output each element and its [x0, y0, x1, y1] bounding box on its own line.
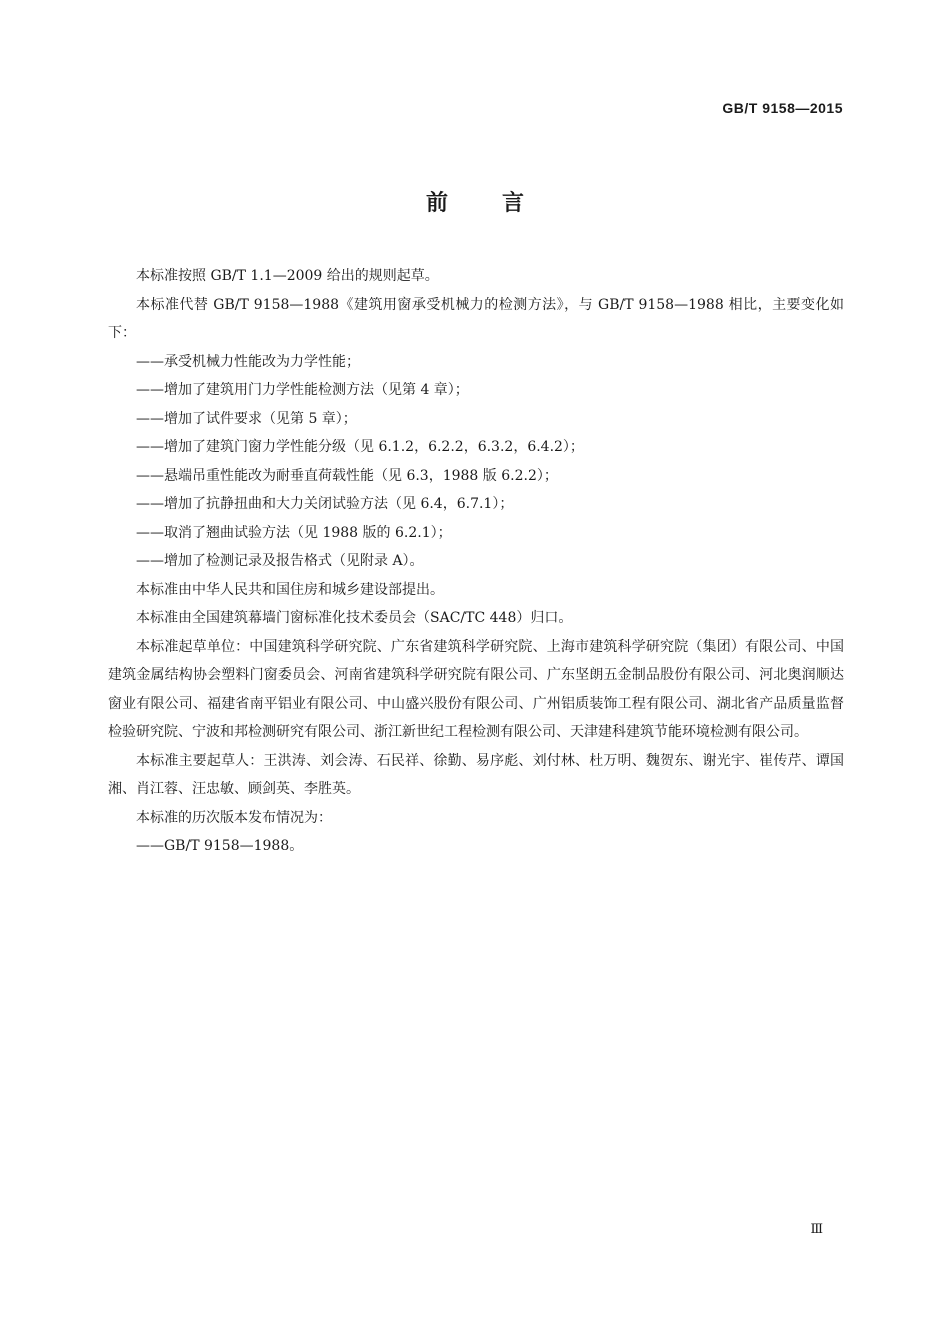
list-item: ——增加了抗静扭曲和大力关闭试验方法（见 6.4，6.7.1）；: [136, 496, 514, 512]
page-title: 前言: [425, 191, 578, 216]
standard-code: GB/T 9158—2015: [722, 100, 843, 116]
paragraph-history-intro: 本标准的历次版本发布情况为：: [136, 809, 332, 826]
paragraph-drafters: 本标准主要起草人：王洪涛、刘会涛、石民祥、徐勤、易序彪、刘付林、杜万明、魏贺东、谢光宇、崔传芹、谭国湘、肖江蓉、汪忠敏、顾剑英、李胜英。: [108, 752, 844, 797]
list-item: ——悬端吊重性能改为耐垂直荷载性能（见 6.3，1988 版 6.2.2）；: [136, 467, 558, 484]
list-item-history: ——GB/T 9158—1988。: [136, 838, 304, 854]
document-body: [108, 262, 844, 861]
paragraph-drafting-rules: 本标准按照 GB/T 1.1—2009 给出的规则起草。: [136, 268, 439, 284]
list-item: ——取消了翘曲试验方法（见 1988 版的 6.2.1）；: [136, 524, 452, 541]
paragraph-drafting-units: 本标准起草单位：中国建筑科学研究院、广东省建筑科学研究院、上海市建筑科学研究院（集团）有限公司、中国建筑金属结构协会塑料门窗委员会、河南省建筑科学研究院有限公司、广东坚朗五金制品股份有限公司、河北奥润顺达窗业有限公司、福建省南平铝业有限公司、中山盛兴股份有限公司、广州铝质装饰工程有限公司、湖北省产品质量监督检验研究院、宁波和邦检测研究有限公司、浙江新世纪工程检测有限公司、天津建科建筑节能环境检测有限公司。: [108, 638, 844, 740]
paragraph-centralized: 本标准由全国建筑幕墙门窗标准化技术委员会（SAC/TC 448）归口。: [136, 610, 573, 626]
list-item: ——增加了检测记录及报告格式（见附录 A）。: [136, 553, 424, 569]
list-item: ——增加了试件要求（见第 5 章）；: [136, 410, 357, 427]
list-item: ——承受机械力性能改为力学性能；: [136, 353, 360, 370]
list-item: ——增加了建筑门窗力学性能分级（见 6.1.2，6.2.2，6.3.2，6.4.2）；: [136, 439, 584, 455]
paragraph-proposer: 本标准由中华人民共和国住房和城乡建设部提出。: [136, 581, 444, 598]
paragraph-replacement: 本标准代替 GB/T 9158—1988《建筑用窗承受机械力的检测方法》，与 GB/T 9158—1988 相比，主要变化如下：: [108, 296, 844, 341]
page-number: Ⅲ: [810, 1222, 823, 1237]
changes-list: [108, 348, 844, 576]
list-item: ——增加了建筑用门力学性能检测方法（见第 4 章）；: [136, 382, 469, 398]
